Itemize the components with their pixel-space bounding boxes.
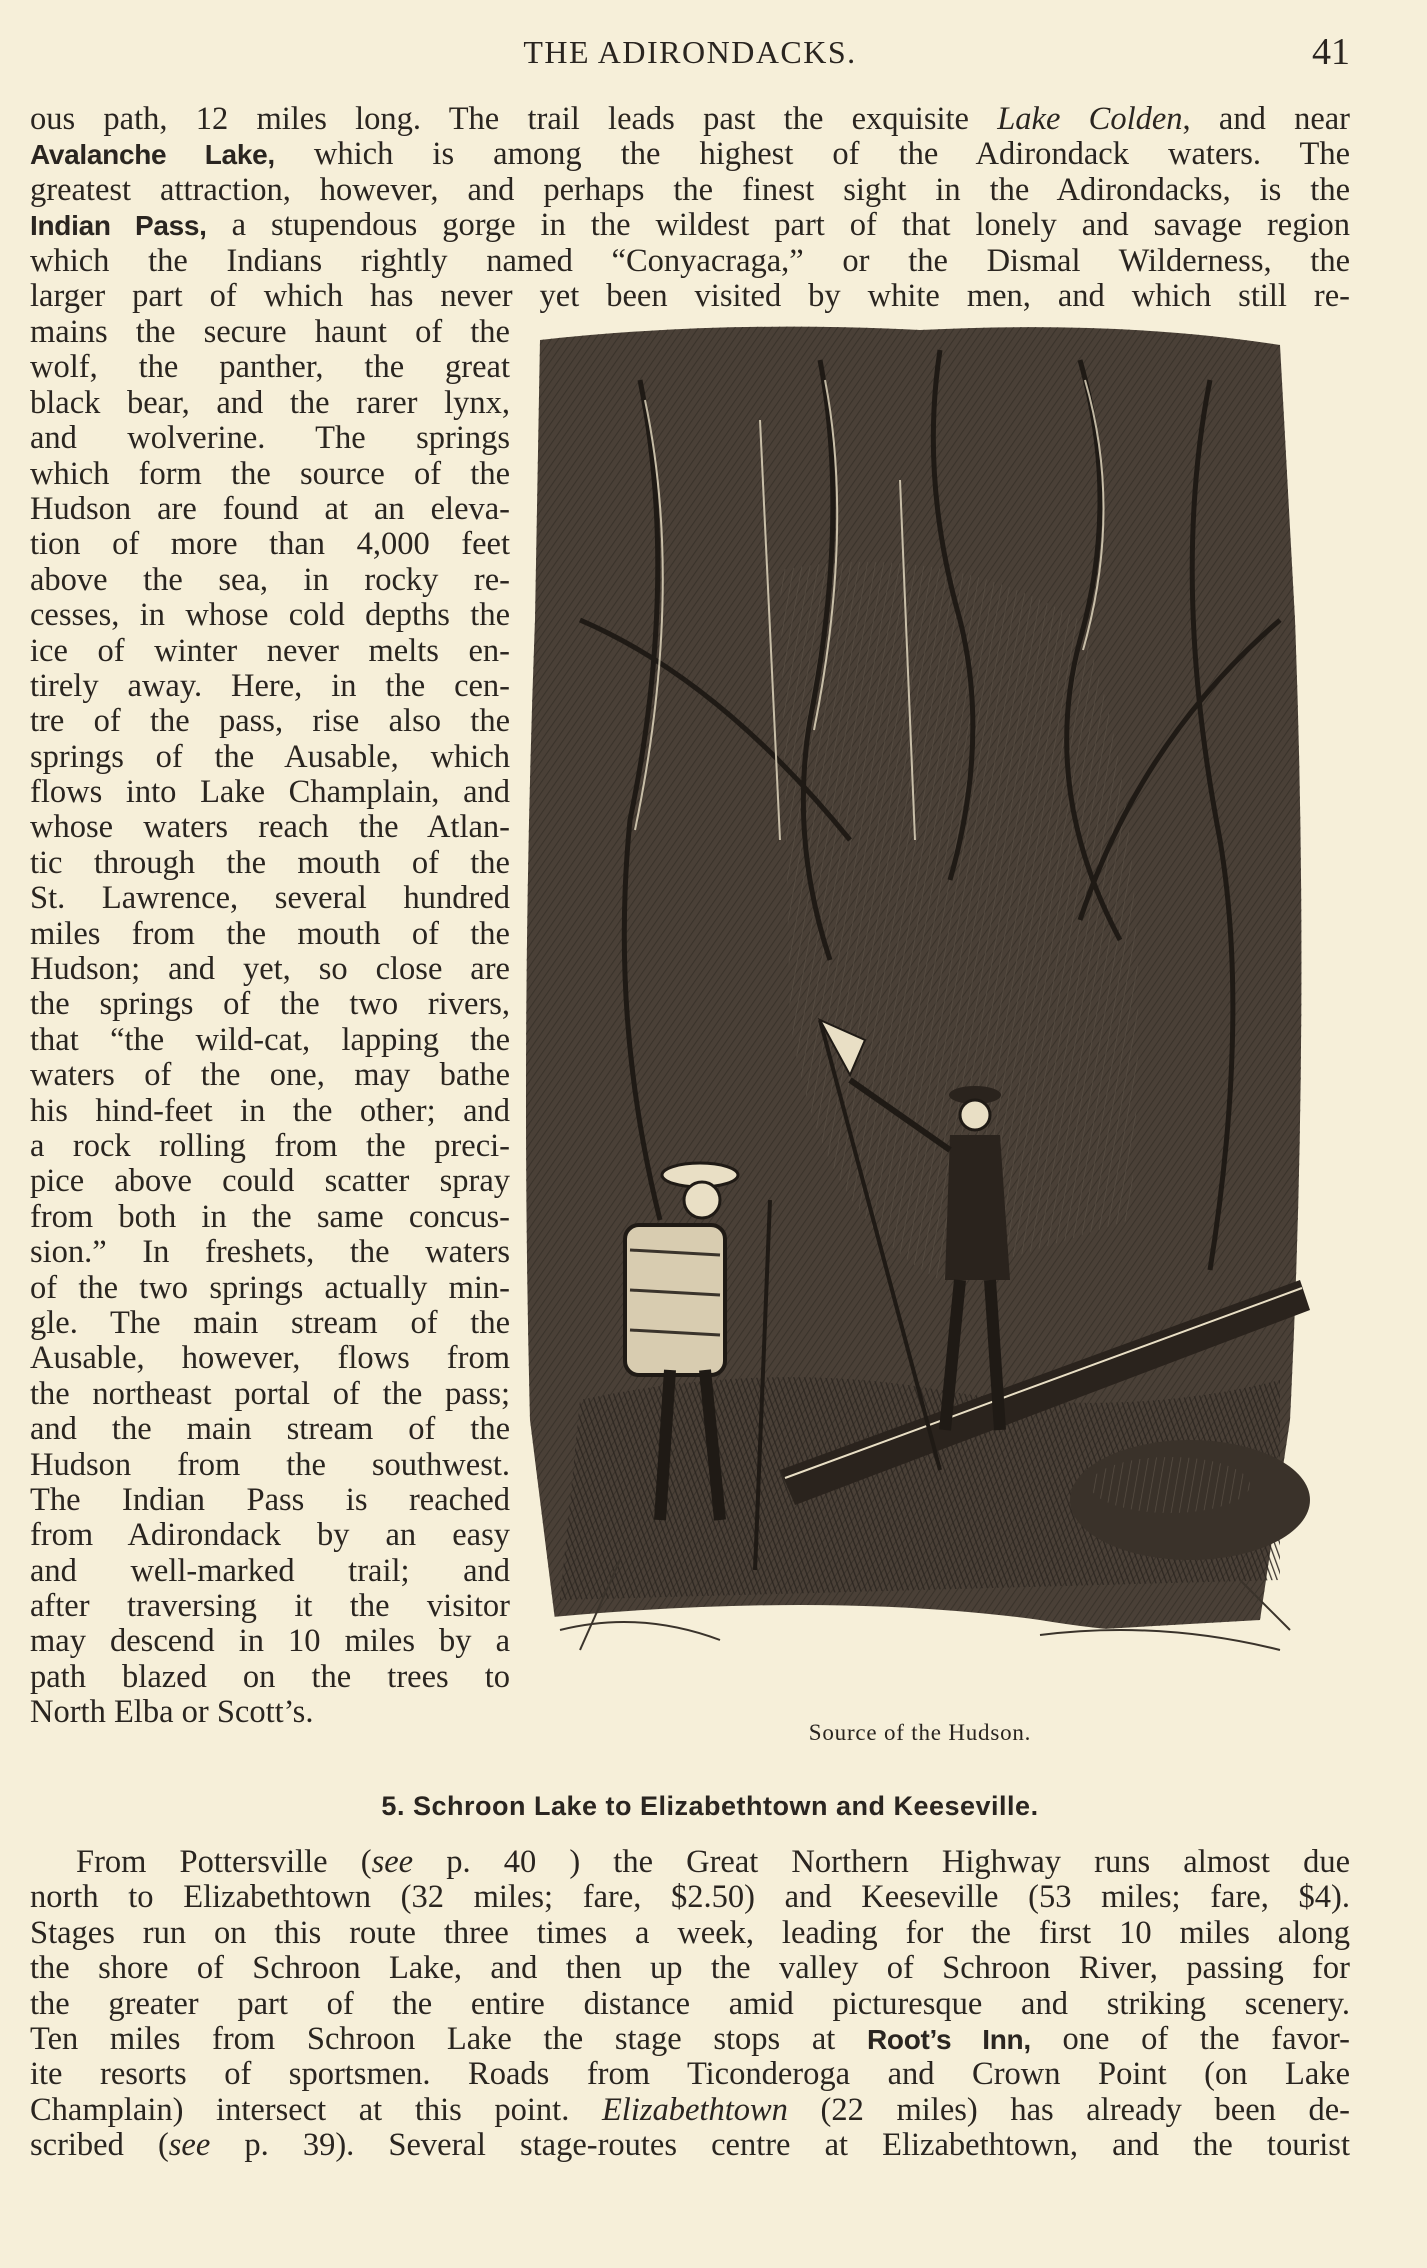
running-title: THE ADIRONDACKS. [523, 34, 857, 70]
column-text-line: tirely away. Here, in the cen- [30, 668, 510, 704]
column-text-line: may descend in 10 miles by a [30, 1624, 510, 1660]
text-line [30, 137, 1350, 172]
text-line [30, 2128, 1350, 2163]
figure-caption: Source of the Hudson. [808, 1720, 1032, 1745]
text-run: From Pottersville ( [76, 1845, 372, 1880]
column-text-line: Ausable, however, flows from [30, 1341, 510, 1377]
text-run: (22 miles) has already been de- [787, 2092, 1350, 2128]
text-line: Stages run on this route three times a week, leading for the first 10 miles along [30, 1915, 1350, 1951]
text-line [30, 208, 1350, 243]
text-line: greatest attraction, however, and perhaps the finest sight in the Adirondacks, is the [30, 172, 1350, 208]
column-text-line: North Elba or Scott’s. [30, 1695, 314, 1731]
column-text-line: of the two springs actually min- [30, 1270, 510, 1306]
column-paragraph [30, 315, 510, 1731]
engraving-source-of-hudson [520, 320, 1320, 1720]
column-text-line: whose waters reach the Atlan- [30, 810, 510, 846]
column-text-line: and well-marked trail; and [30, 1553, 510, 1589]
column-text-line: The Indian Pass is reached [30, 1482, 510, 1518]
column-text-line: gle. The main stream of the [30, 1305, 510, 1341]
column-text-line: path blazed on the trees to [30, 1659, 510, 1695]
place-name-indian-pass: Indian Pass, [30, 210, 207, 242]
page-number: 41 [1312, 31, 1350, 73]
text-run: , and near [1182, 102, 1350, 137]
text-run: one of the favor- [1030, 2021, 1350, 2057]
column-text-line: after traversing it the visitor [30, 1589, 510, 1625]
column-text-line: wolf, the panther, the great [30, 350, 510, 386]
text-run: p. 39). Several stage-routes centre at Elizabethtown, and the tourist [210, 2128, 1350, 2164]
column-text-line: sion.” In freshets, the waters [30, 1235, 510, 1271]
place-name-avalanche-lake: Avalanche Lake, [30, 139, 275, 171]
text-line [30, 2093, 1350, 2128]
place-name-lake-colden: Lake Colden [997, 102, 1183, 137]
column-text-line: flows into Lake Champlain, and [30, 775, 510, 811]
column-text-line: Hudson are found at an eleva- [30, 491, 510, 527]
column-text-line: ice of winter never melts en- [30, 633, 510, 669]
column-text-line: St. Lawrence, several hundred [30, 881, 510, 917]
column-text-line: black bear, and the rarer lynx, [30, 385, 510, 421]
column-text-line: the springs of the two rivers, [30, 987, 510, 1023]
text-run: Ten miles from Schroon Lake the stage stops at [30, 2021, 867, 2057]
column-text-line: the northeast portal of the pass; [30, 1376, 510, 1412]
column-text-line: from Adirondack by an easy [30, 1518, 510, 1554]
column-text-line: Hudson from the southwest. [30, 1447, 510, 1483]
section-paragraph [30, 1845, 1350, 2164]
column-text-line: tic through the mouth of the [30, 845, 510, 881]
text-line: which the Indians rightly named “Conyacraga,” or the Dismal Wilderness, the [30, 243, 1350, 279]
text-line: north to Elizabethtown (32 miles; fare, $2.50) and Keeseville (53 miles; fare, $4). [30, 1880, 1350, 1916]
engraving-illustration [520, 320, 1320, 1720]
text-run: ous path, 12 miles long. The trail leads past the exquisite [30, 102, 998, 137]
column-text-line: from both in the same concus- [30, 1199, 510, 1235]
column-text-line: Hudson; and yet, so close are [30, 952, 510, 988]
section-heading: 5. Schroon Lake to Elizabethtown and Keeseville. [381, 1791, 1039, 1821]
column-text-line: pice above could scatter spray [30, 1164, 510, 1200]
text-line [30, 2022, 1350, 2057]
column-text-line: which form the source of the [30, 456, 510, 492]
opening-paragraph [30, 102, 1350, 314]
text-line: larger part of which has never yet been visited by white men, and which still re- [30, 278, 1350, 314]
text-run: scribed ( [30, 2128, 169, 2164]
text-run: Champlain) intersect at this point. [30, 2092, 602, 2128]
cross-reference-see: see [371, 1845, 414, 1880]
column-text-line: tion of more than 4,000 feet [30, 527, 510, 563]
text-run: p. 40 ) the Great Northern Highway runs almost due [413, 1845, 1350, 1880]
column-text-line: that “the wild-cat, lapping the [30, 1022, 510, 1058]
column-text-line: and the main stream of the [30, 1412, 510, 1448]
text-line [30, 102, 1350, 137]
place-name-elizabethtown: Elizabethtown [601, 2092, 788, 2128]
column-text-line: cesses, in whose cold depths the [30, 598, 510, 634]
column-text-line: springs of the Ausable, which [30, 739, 510, 775]
column-text-line: waters of the one, may bathe [30, 1058, 510, 1094]
text-run: a stupendous gorge in the wildest part of that lonely and savage region [206, 208, 1350, 244]
text-line: ite resorts of sportsmen. Roads from Ticonderoga and Crown Point (on Lake [30, 2057, 1350, 2093]
cross-reference-see: see [168, 2128, 211, 2164]
column-text-line: and wolverine. The springs [30, 421, 510, 457]
text-line: the shore of Schroon Lake, and then up the valley of Schroon River, passing for [30, 1951, 1350, 1987]
column-text-line: a rock rolling from the preci- [30, 1128, 510, 1164]
running-head [30, 28, 1350, 72]
place-name-roots-inn: Root’s Inn, [866, 2023, 1031, 2055]
text-line: the greater part of the entire distance amid picturesque and striking scenery. [30, 1986, 1350, 2022]
text-run: which is among the highest of the Adirondack waters. The [274, 137, 1350, 173]
column-text-line: miles from the mouth of the [30, 916, 510, 952]
column-text-line: tre of the pass, rise also the [30, 704, 510, 740]
text-line [30, 1845, 1350, 1880]
column-text-line: above the sea, in rocky re- [30, 562, 510, 598]
column-text-line: his hind-feet in the other; and [30, 1093, 510, 1129]
column-text-line: mains the secure haunt of the [30, 315, 510, 350]
